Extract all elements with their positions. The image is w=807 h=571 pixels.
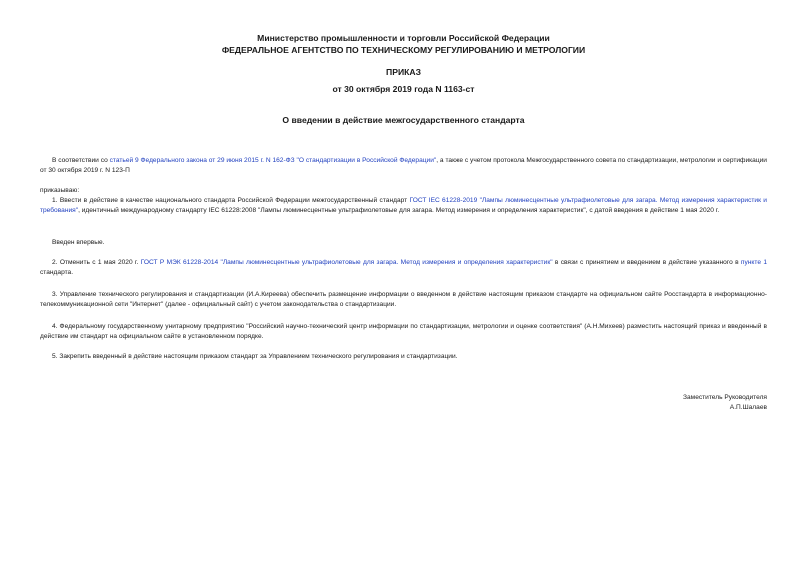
- ministry-name: Министерство промышленности и торговли Российской Федерации: [257, 33, 550, 43]
- document-date-number: от 30 октября 2019 года N 1163-ст: [332, 84, 475, 94]
- preamble-text: В соответствии со: [52, 157, 110, 164]
- item-5-paragraph: 5. Закрепить введенный в действие настоящим приказом стандарт за Управлением технического регулирования и стандартизации.: [52, 353, 458, 360]
- item-1-text: , идентичный международному стандарту IEC 61228:2008 "Лампы люминесцентные ультрафиолетовые для загара. Метод измерения и определения характеристик", с датой введения в действие 1 мая 2020 г.: [78, 206, 720, 214]
- item-4-paragraph: 4. Федеральному государственному унитарному предприятию "Российский научно-технический центр информации по стандартизации, метрологии и оценке соответствия" (А.Н.Михеев) разместить настоящий приказ и введенный в действие им стандарт на официальном сайте в установленном порядке.: [40, 323, 767, 340]
- item-2-paragraph: [40, 258, 767, 277]
- signatory-title: Заместитель Руководителя: [683, 394, 767, 401]
- federal-law-link[interactable]: статьей 9 Федерального закона от 29 июня 2015 г. N 162-ФЗ "О стандартизации в Российской Федерации": [109, 157, 437, 164]
- item-2-text: стандарта.: [40, 268, 74, 276]
- point-1-link[interactable]: пункте 1: [740, 259, 767, 266]
- preamble-paragraph: [40, 156, 767, 175]
- document-subject: О введении в действие межгосударственного стандарта: [282, 115, 525, 125]
- item-2-text: 2. Отменить с 1 мая 2020 г.: [52, 259, 141, 266]
- gost-iec-61228-2019-link[interactable]: ГОСТ IEC 61228-2019 "Лампы люминесцентные ультрафиолетовые для загара. Метод измерения характеристик и требования": [40, 197, 767, 214]
- item-2-text: в связи с принятием и введением в действие указанного в: [552, 259, 741, 266]
- item-1-text: 1. Ввести в действие в качестве национального стандарта Российской Федерации межгосударственный стандарт: [52, 197, 410, 204]
- gost-r-mek-61228-2014-link[interactable]: ГОСТ Р МЭК 61228-2014 "Лампы люминесцентные ультрафиолетовые для загара. Метод измерения и определения характеристик": [140, 259, 553, 266]
- signatory-name: А.П.Шалаев: [729, 404, 767, 411]
- item-1-paragraph: [40, 196, 767, 215]
- document-type: ПРИКАЗ: [386, 67, 421, 77]
- item-3-paragraph: 3. Управление технического регулирования и стандартизации (И.А.Киреева) обеспечить размещение информации о введенном в действие настоящим приказом стандарте на официальном сайте Росстандарта в информационно-телекоммуникационной сети "Интернет" (далее - официальный сайт) с учетом законодательства о стандартизации.: [40, 291, 767, 308]
- preamble-text: , а также с учетом протокола Межгосударственного совета по стандартизации, метрологии и сертификации от 30 октября 2019 г. N 123-П: [40, 157, 767, 174]
- first-time-note: Введен впервые.: [52, 239, 105, 246]
- order-word: приказываю:: [40, 187, 80, 194]
- agency-name: ФЕДЕРАЛЬНОЕ АГЕНТСТВО ПО ТЕХНИЧЕСКОМУ РЕГУЛИРОВАНИЮ И МЕТРОЛОГИИ: [221, 45, 586, 55]
